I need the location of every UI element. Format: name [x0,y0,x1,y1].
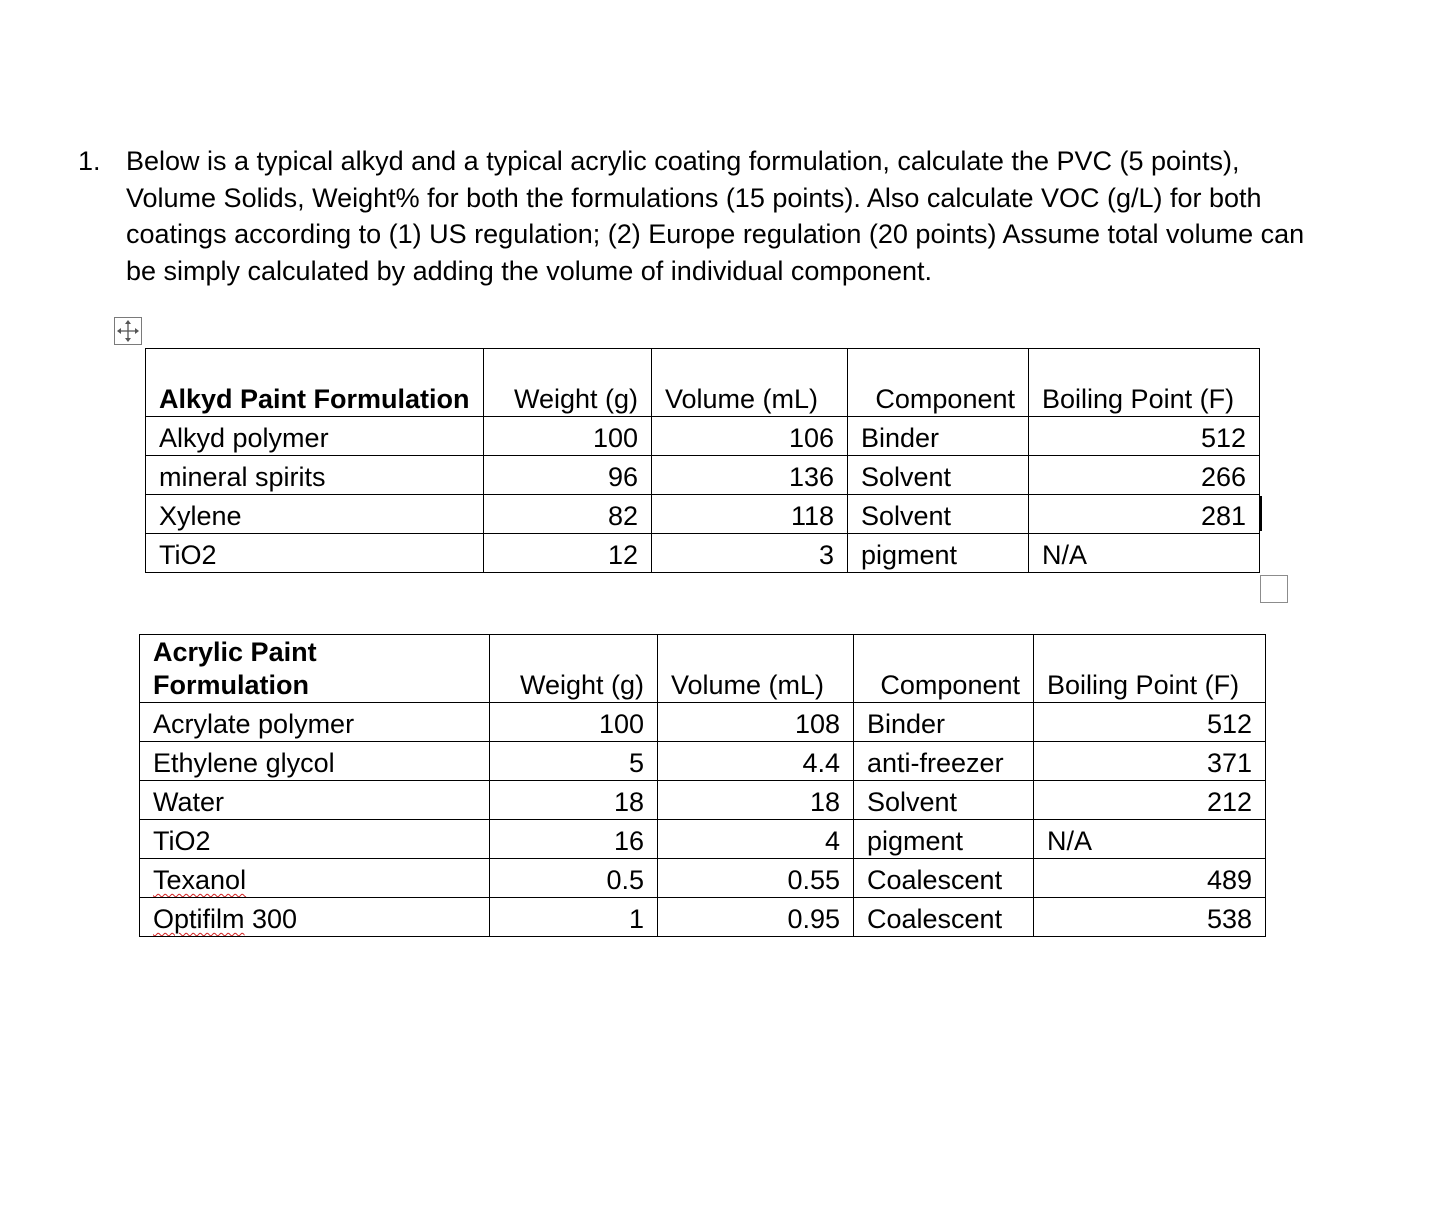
header-volume[interactable]: Volume (mL) [652,349,848,417]
question-text[interactable]: Below is a typical alkyd and a typical acrylic coating formulation, calculate the PVC (5 points), Volume Solids, Weight% for both the formulations (15 points). Also calculate VOC (g/L) for both coatings according to (1) US regulation; (2) Europe regulation (20 points) Assume total volume can be simply calculated by adding the volume of individual component. [126,146,1305,286]
cell-boiling-point[interactable]: 489 [1034,859,1266,898]
header-formulation[interactable]: Acrylic Paint Formulation [140,635,490,703]
cell-weight[interactable]: 96 [484,456,652,495]
cell-component[interactable]: anti-freezer [854,742,1034,781]
table-resize-handle[interactable] [1260,575,1288,603]
cell-name[interactable]: Alkyd polymer [146,417,484,456]
header-weight[interactable]: Weight (g) [484,349,652,417]
cell-name[interactable]: TiO2 [140,820,490,859]
cell-boiling-point[interactable]: N/A [1034,820,1266,859]
cell-name[interactable] [140,898,490,937]
header-boiling-point[interactable]: Boiling Point (F) [1029,349,1260,417]
cell-component[interactable]: Solvent [848,495,1029,534]
cell-weight[interactable]: 82 [484,495,652,534]
table-row [146,495,1260,534]
table-row [140,820,1266,859]
header-boiling-point[interactable]: Boiling Point (F) [1034,635,1266,703]
cell-name[interactable]: Xylene [146,495,484,534]
cell-boiling-point[interactable]: 538 [1034,898,1266,937]
spellcheck-phrase[interactable]: Optifilm 300 [153,904,298,934]
header-component[interactable]: Component [848,349,1029,417]
question-item [78,143,1318,289]
alkyd-formulation-table [145,348,1260,573]
table-row [140,898,1266,937]
cell-component[interactable]: pigment [854,820,1034,859]
header-component[interactable]: Component [854,635,1034,703]
table-row [146,417,1260,456]
cell-boiling-point[interactable]: 212 [1034,781,1266,820]
cell-name[interactable]: TiO2 [146,534,484,573]
cell-weight[interactable]: 0.5 [490,859,658,898]
cell-name[interactable]: mineral spirits [146,456,484,495]
cell-volume[interactable]: 0.95 [658,898,854,937]
table-row [140,781,1266,820]
cell-weight[interactable]: 100 [484,417,652,456]
table-header-row [140,635,1266,703]
cell-weight[interactable]: 100 [490,703,658,742]
cell-volume[interactable]: 4 [658,820,854,859]
cell-weight[interactable]: 12 [484,534,652,573]
spellcheck-word[interactable]: Optifilm [153,904,245,934]
cell-weight[interactable]: 18 [490,781,658,820]
header-formulation[interactable]: Alkyd Paint Formulation [146,349,484,417]
cell-name[interactable]: Water [140,781,490,820]
cell-weight[interactable]: 5 [490,742,658,781]
table-row [146,534,1260,573]
cell-component[interactable]: Coalescent [854,859,1034,898]
cell-volume[interactable]: 106 [652,417,848,456]
cell-volume[interactable]: 18 [658,781,854,820]
cell-component[interactable]: Binder [848,417,1029,456]
move-arrows-icon [115,318,141,344]
acrylic-formulation-table [139,634,1266,937]
cell-component[interactable]: Solvent [854,781,1034,820]
cell-boiling-point[interactable]: 512 [1034,703,1266,742]
cell-volume[interactable]: 3 [652,534,848,573]
table-row [140,703,1266,742]
cell-volume[interactable]: 136 [652,456,848,495]
cell-volume[interactable]: 0.55 [658,859,854,898]
header-weight[interactable]: Weight (g) [490,635,658,703]
table-move-handle[interactable] [114,317,142,345]
cell-component[interactable]: Coalescent [854,898,1034,937]
spellcheck-word[interactable]: Texanol [153,865,247,895]
cell-boiling-point[interactable]: 512 [1029,417,1260,456]
question-number: 1. [78,146,101,176]
cell-weight[interactable]: 16 [490,820,658,859]
cell-boiling-point[interactable]: 266 [1029,456,1260,495]
cell-component[interactable]: Solvent [848,456,1029,495]
table-row [146,456,1260,495]
cell-boiling-point[interactable]: 371 [1034,742,1266,781]
table-row [140,742,1266,781]
cell-weight[interactable]: 1 [490,898,658,937]
cell-boiling-point[interactable]: N/A [1029,534,1260,573]
header-volume[interactable]: Volume (mL) [658,635,854,703]
cell-volume[interactable]: 118 [652,495,848,534]
cell-name[interactable]: Ethylene glycol [140,742,490,781]
cell-name[interactable]: Acrylate polymer [140,703,490,742]
table-header-row [146,349,1260,417]
cell-boiling-point[interactable]: 281 [1029,495,1260,534]
cell-component[interactable]: Binder [854,703,1034,742]
table-row [140,859,1266,898]
cell-volume[interactable]: 4.4 [658,742,854,781]
cell-volume[interactable]: 108 [658,703,854,742]
text-cursor [1260,496,1262,531]
cell-component[interactable]: pigment [848,534,1029,573]
cell-name[interactable] [140,859,490,898]
